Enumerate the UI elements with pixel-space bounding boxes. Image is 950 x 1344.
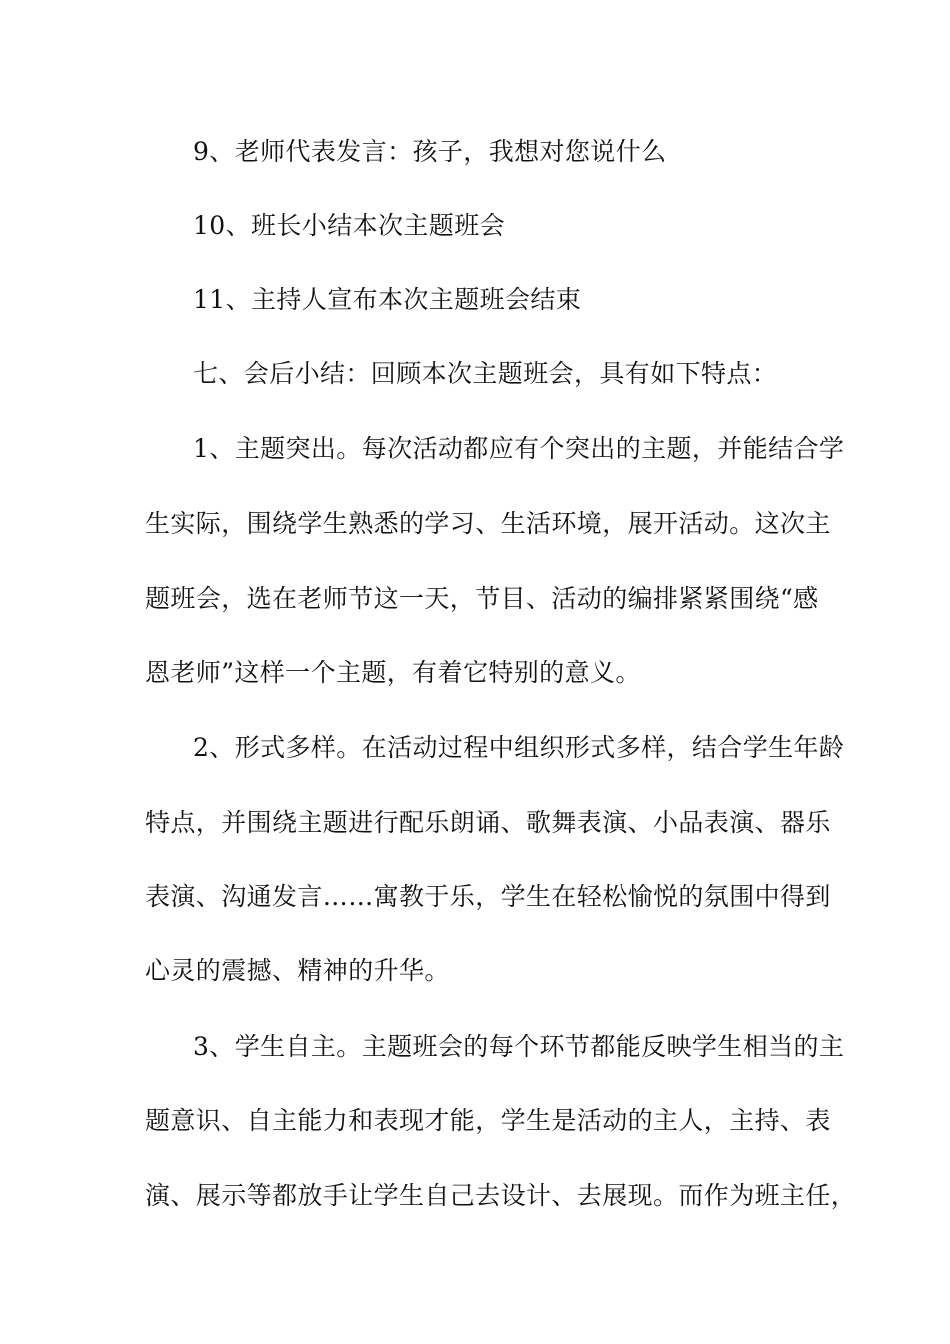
text-line-agenda-9: 9、老师代表发言：孩子，我想对您说什么 [193, 137, 667, 166]
paragraph-3-line-2: 题意识、自主能力和表现才能，学生是活动的主人，主持、表 [145, 1106, 831, 1135]
text-line-agenda-11: 11、主持人宣布本次主题班会结束 [193, 285, 582, 314]
paragraph-1-line-3: 题班会，选在老师节这一天，节目、活动的编排紧紧围绕“感 [145, 584, 819, 613]
paragraph-2-line-4: 心灵的震撼、精神的升华。 [145, 956, 450, 985]
section-heading-summary: 七、会后小结：回顾本次主题班会，具有如下特点： [193, 359, 778, 388]
paragraph-1-line-2: 生实际，围绕学生熟悉的学习、生活环境，展开活动。这次主 [145, 509, 831, 538]
paragraph-2-line-2: 特点，并围绕主题进行配乐朗诵、歌舞表演、小品表演、器乐 [145, 808, 831, 837]
paragraph-1-line-1: 1、主题突出。每次活动都应有个突出的主题，并能结合学 [193, 434, 845, 463]
paragraph-3-line-1: 3、学生自主。主题班会的每个环节都能反映学生相当的主 [193, 1032, 845, 1061]
paragraph-2-line-1: 2、形式多样。在活动过程中组织形式多样，结合学生年龄 [193, 733, 845, 762]
paragraph-3-line-3: 演、展示等都放手让学生自己去设计、去展现。而作为班主任， [145, 1181, 857, 1210]
paragraph-1-line-4: 恩老师”这样一个主题，有着它特别的意义。 [145, 658, 641, 687]
text-line-agenda-10: 10、班长小结本次主题班会 [193, 211, 506, 240]
paragraph-2-line-3: 表演、沟通发言……寓教于乐，学生在轻松愉悦的氛围中得到 [145, 882, 831, 911]
